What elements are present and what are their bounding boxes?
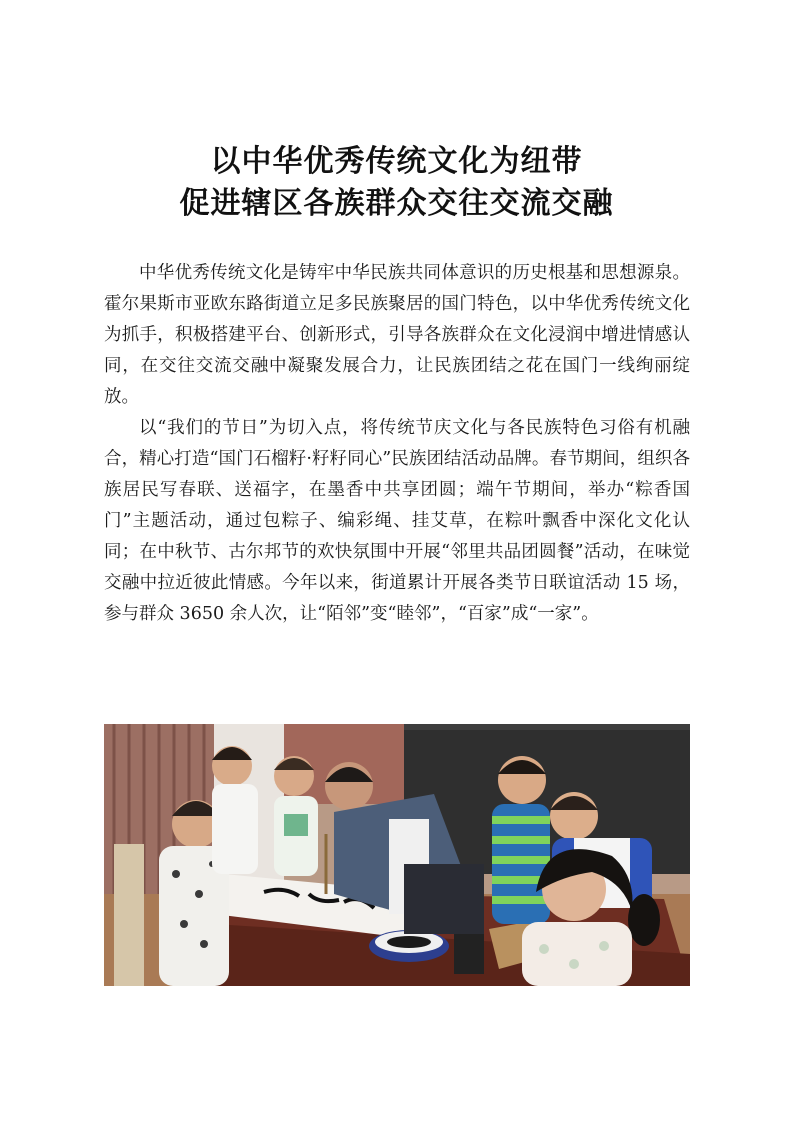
- calligraphy-activity-photo: [104, 724, 690, 986]
- paragraph-intro: 中华优秀传统文化是铸牢中华民族共同体意识的历史根基和思想源泉。霍尔果斯市亚欧东路街道立足多民族聚居的国门特色，以中华优秀传统文化为抓手，积极搭建平台、创新形式，引导各族群众在文化浸润中增进情感认同，在交往交流交融中凝聚发展合力，让民族团结之花在国门一线绚丽绽放。: [104, 263, 690, 407]
- article-title-line-2: 促进辖区各族群众交往交流交融: [179, 186, 614, 221]
- paragraph-festivals: 以“我们的节日”为切入点，将传统节庆文化与各民族特色习俗有机融合，精心打造“国门石榴籽·籽籽同心”民族团结活动品牌。春节期间，组织各族居民写春联、送福字，在墨香中共享团圆；端午节期间，举办“粽香国门”主题活动，通过包粽子、编彩绳、挂艾草，在粽叶飘香中深化文化认同；在中秋节、古尔邦节的欢快氛围中开展“邻里共品团圆餐”活动，在味觉交融中拉近彼此情感。今年以来，街道累计开展各类节日联谊活动 15 场，参与群众 3650 余人次，让“陌邻”变“睦邻”，“百家”成“一家”。: [104, 418, 690, 624]
- article-body: [104, 258, 690, 630]
- article-title-line-1: 以中华优秀传统文化为纽带: [210, 144, 583, 179]
